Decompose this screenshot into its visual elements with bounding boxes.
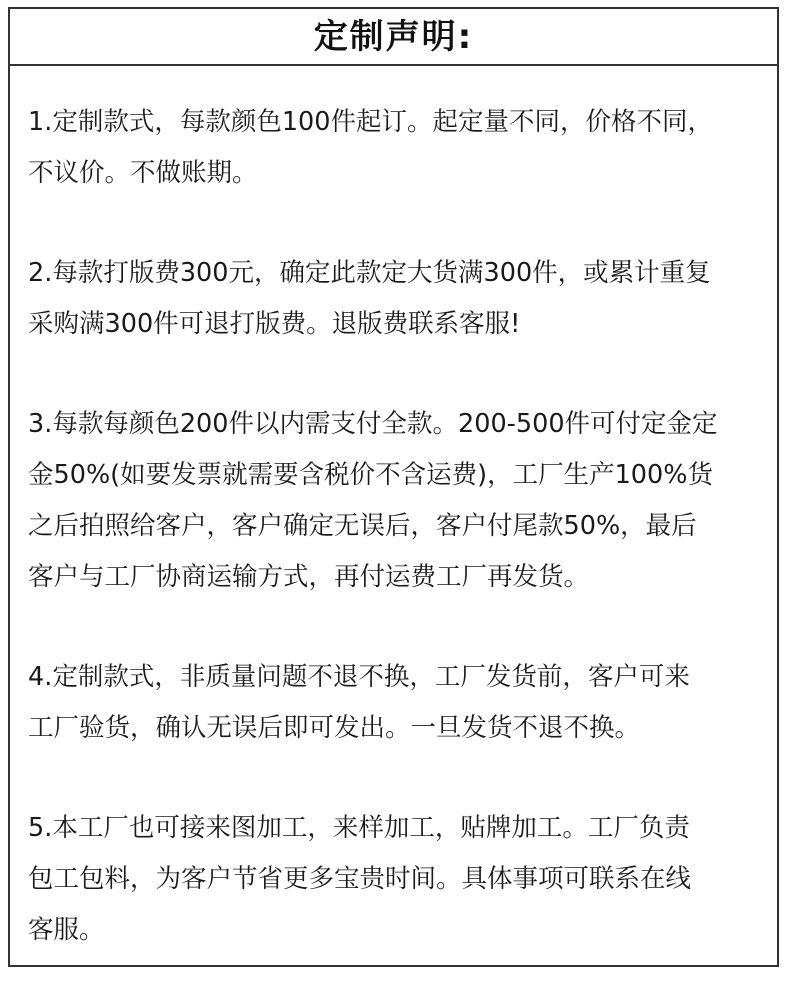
document-body xyxy=(28,97,768,1005)
clause-line: 客服。 xyxy=(28,915,105,945)
clause-5 xyxy=(28,803,768,956)
clause-line: 5.本工厂也可接来图加工，来样加工，贴牌加工。工厂负责 xyxy=(28,813,690,843)
clause-line: 不议价。不做账期。 xyxy=(28,158,258,188)
clause-line: 包工包料，为客户节省更多宝贵时间。具体事项可联系在线 xyxy=(28,864,692,894)
document-title: 定制声明: xyxy=(313,16,474,57)
clause-line: 金50%(如要发票就需要含税价不含运费)，工厂生产100%货 xyxy=(28,460,713,490)
clause-3 xyxy=(28,399,768,603)
clause-line: 工厂验货，确认无误后即可发出。一旦发货不退不换。 xyxy=(28,713,641,743)
clause-line: 1.定制款式，每款颜色100件起订。起定量不同，价格不同， xyxy=(28,107,714,137)
clause-line: 客户与工厂协商运输方式，再付运费工厂再发货。 xyxy=(28,562,590,592)
clause-line: 2.每款打版费300元，确定此款定大货满300件，或累计重复 xyxy=(28,258,711,288)
clause-line: 4.定制款式，非质量问题不退不换，工厂发货前，客户可来 xyxy=(28,662,690,692)
title-bar xyxy=(10,9,777,66)
clause-line: 之后拍照给客户，客户确定无误后，客户付尾款50%，最后 xyxy=(28,511,697,541)
clause-2 xyxy=(28,248,768,350)
clause-line: 采购满300件可退打版费。退版费联系客服! xyxy=(28,309,521,339)
clause-line: 3.每款每颜色200件以内需支付全款。200-500件可付定金定 xyxy=(28,409,718,439)
clause-4 xyxy=(28,652,768,754)
clause-1 xyxy=(28,97,768,199)
